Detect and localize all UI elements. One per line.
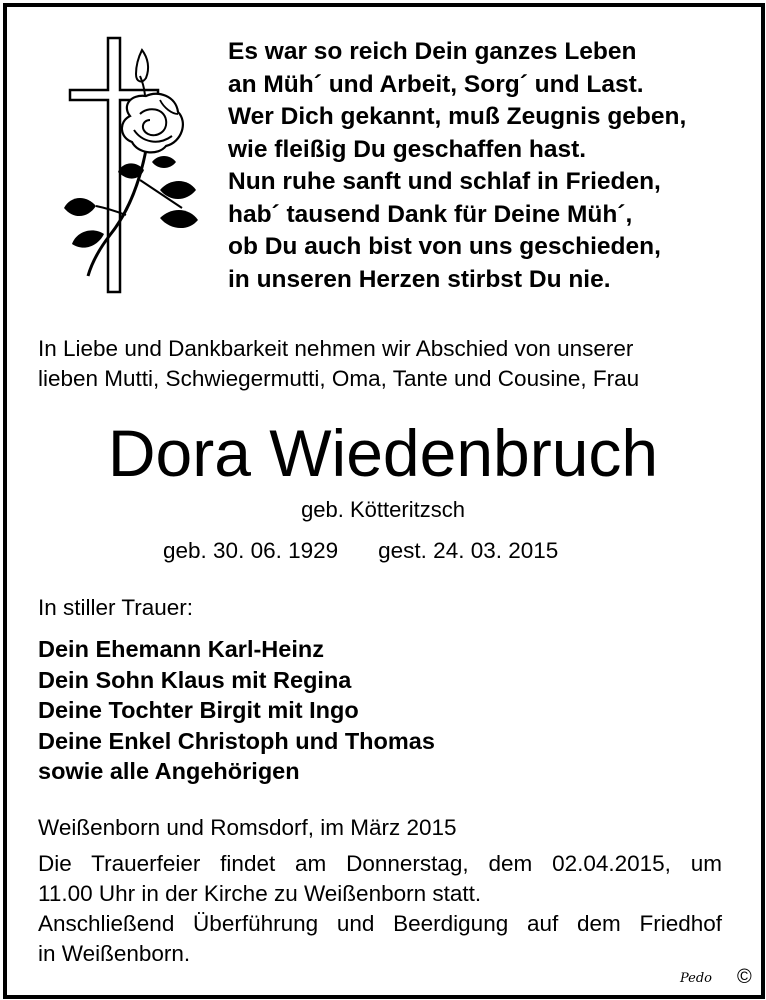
intro-line: In Liebe und Dankbarkeit nehmen wir Abschied von unserer xyxy=(38,336,634,361)
designer-signature: Pedo xyxy=(680,971,713,986)
mourners-heading: In stiller Trauer: xyxy=(38,595,194,620)
birth-name: geb. Kötteritzsch xyxy=(301,497,465,522)
copyright-symbol: © xyxy=(737,966,752,988)
poem-line: Wer Dich gekannt, muß Zeugnis geben, xyxy=(228,103,687,130)
ceremony-line: 11.00 Uhr in der Kirche zu Weißenborn statt. xyxy=(38,881,482,906)
mourner-entry: Deine Tochter Birgit mit Ingo xyxy=(38,697,359,723)
ceremony-line: Anschließend Überführung und Beerdigung auf dem Friedhof xyxy=(38,911,722,936)
poem-line: hab´ tausend Dank für Deine Müh´, xyxy=(228,200,633,228)
mourner-entry: sowie alle Angehörigen xyxy=(38,758,300,784)
mourner-entry: Dein Sohn Klaus mit Regina xyxy=(38,666,352,693)
mourner-entry: Dein Ehemann Karl-Heinz xyxy=(38,636,324,662)
ceremony-details xyxy=(38,849,722,969)
mourner-entry: Deine Enkel Christoph und Thomas xyxy=(38,727,435,754)
poem-line: Nun ruhe sanft und schlaf in Frieden, xyxy=(228,168,661,195)
ceremony-line: in Weißenborn. xyxy=(38,941,191,966)
intro-line: lieben Mutti, Schwiegermutti, Oma, Tante und Cousine, Frau xyxy=(38,366,640,391)
deceased-name: Dora Wiedenbruch xyxy=(107,416,659,490)
poem-line: wie fleißig Du geschaffen hast. xyxy=(228,135,587,163)
poem-line: Es war so reich Dein ganzes Leben xyxy=(228,38,637,65)
memorial-poem xyxy=(228,36,686,296)
cross-with-rose-icon xyxy=(60,30,200,300)
mourners-list xyxy=(38,634,435,787)
birth-date: geb. 30. 06. 1929 xyxy=(163,538,339,563)
poem-line: an Müh´ und Arbeit, Sorg´ und Last. xyxy=(228,70,644,98)
ceremony-line: Die Trauerfeier findet am Donnerstag, dem 02.04.2015, um xyxy=(38,851,722,876)
farewell-intro xyxy=(38,334,639,394)
death-date: gest. 24. 03. 2015 xyxy=(378,538,559,563)
life-dates xyxy=(163,536,558,566)
place-and-date: Weißenborn und Romsdorf, im März 2015 xyxy=(38,815,457,840)
poem-line: ob Du auch bist von uns geschieden, xyxy=(228,233,661,260)
poem-line: in unseren Herzen stirbst Du nie. xyxy=(228,265,611,293)
